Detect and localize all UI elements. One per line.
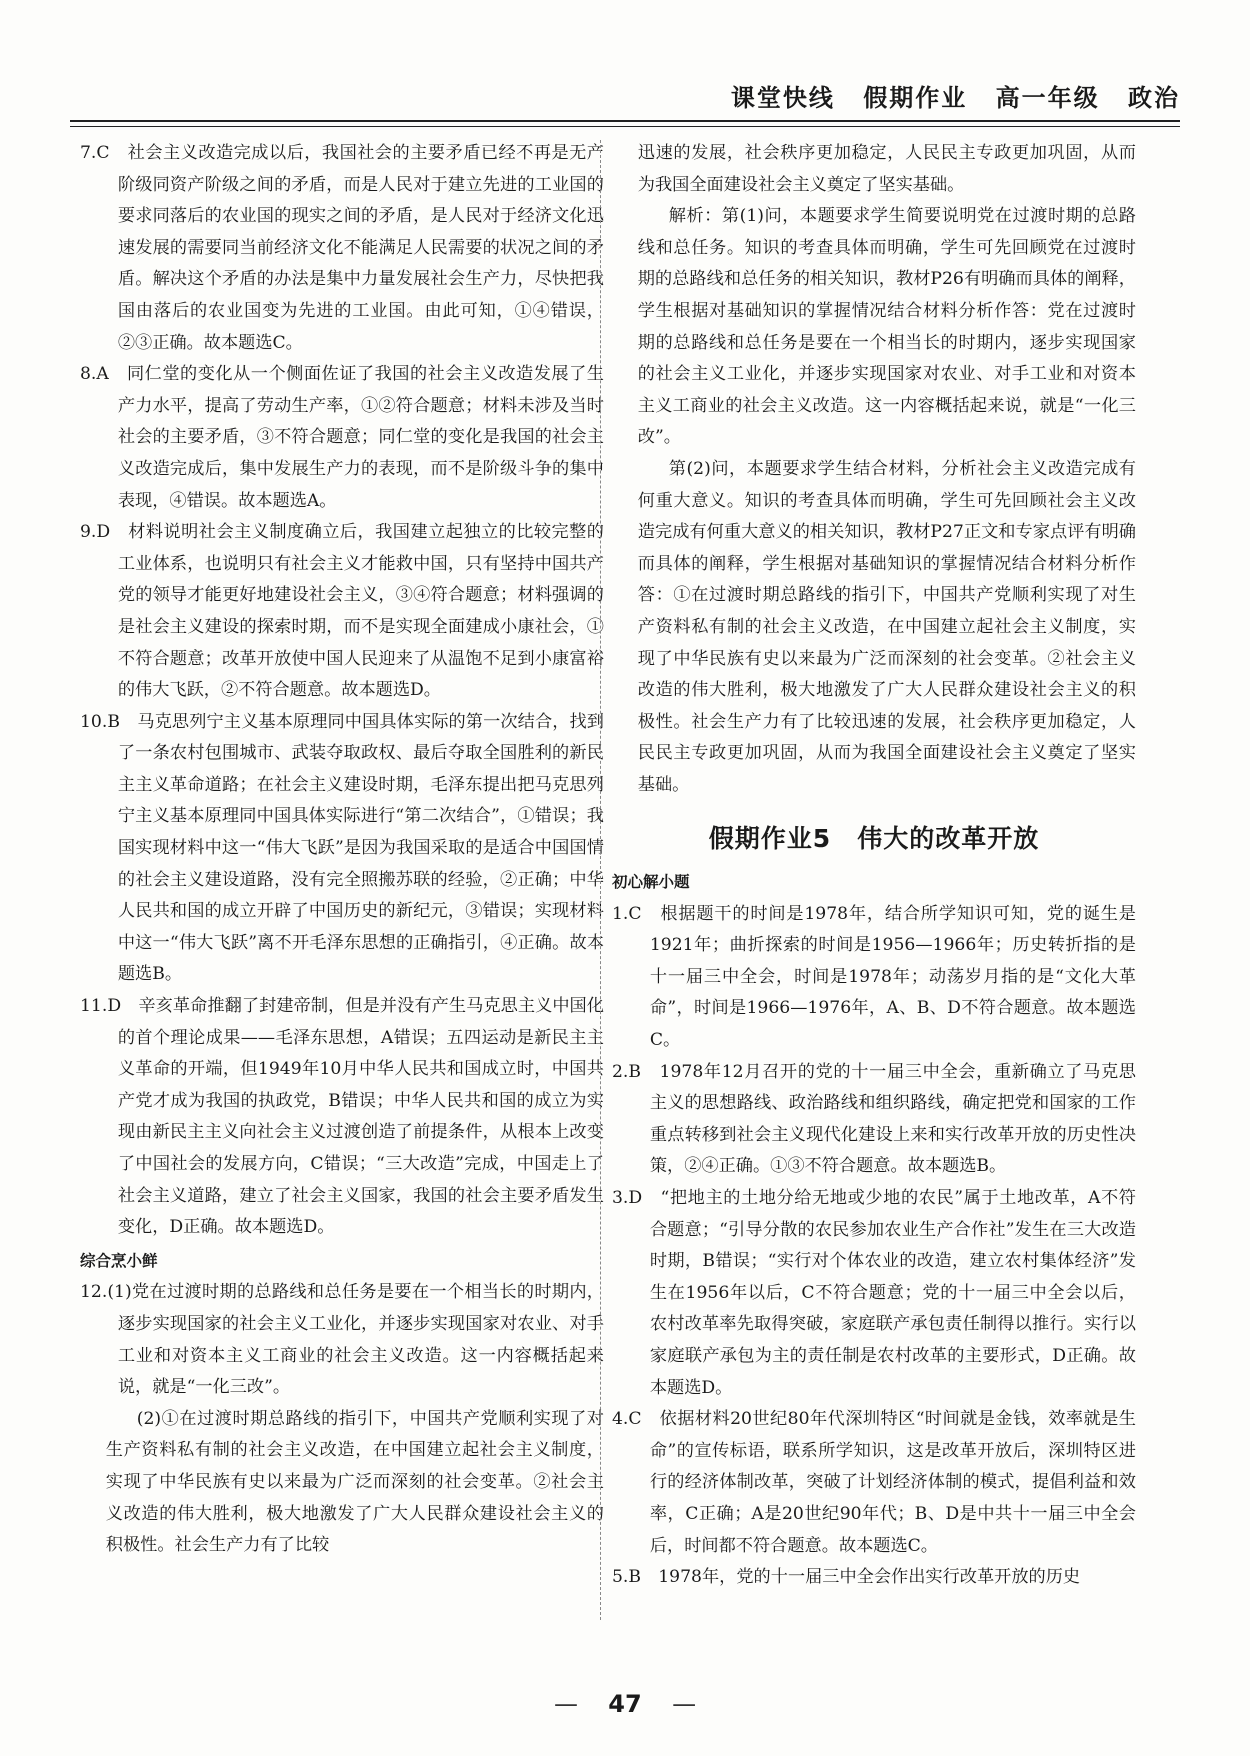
column-divider xyxy=(600,140,601,1620)
answer-2: 2.B 1978年12月召开的党的十一届三中全会，重新确立了马克思主义的思想路线、政治路线和组织路线，确定把党和国家的工作重点转移到社会主义现代化建设上来和实行改革开放的历史性决策，②④正确。①③不符合题意。故本题选B。 xyxy=(612,1061,1136,1177)
header-series: 课堂快线 xyxy=(730,84,835,112)
answer-12-continued: 迅速的发展，社会秩序更加稳定，人民民主专政更加巩固，从而为我国全面建设社会主义奠定了坚实基础。 xyxy=(637,143,1136,195)
answer-7: 7.C 社会主义改造完成以后，我国社会的主要矛盾已经不再是无产阶级同资产阶级之间的矛盾，而是人民对于建立先进的工业国的要求同落后的农业国的现实之间的矛盾，是人民对于经济文化迅速发展的需要同当前经济文化不能满足人民需要的状况之间的矛盾。解决这个矛盾的办法是集中力量发展社会生产力，尽快把我国由落后的农业国变为先进的工业国。由此可知，①④错误，②③正确。故本题选C。 xyxy=(80,143,604,353)
answer-3: 3.D “把地主的土地分给无地或少地的农民”属于土地改革，A不符合题意；“引导分散的农民参加农业生产合作社”发生在三大改造时期，B错误；“实行对个体农业的改造，建立农村集体经济”发生在1956年以后，C不符合题意；党的十一届三中全会以后，农村改革率先取得突破，家庭联产承包责任制得以推行。实行以家庭联产承包为主的责任制是农村改革的主要形式，D正确。故本题选D。 xyxy=(612,1188,1136,1398)
answer-12-part2: (2)①在过渡时期总路线的指引下，中国共产党顺利实现了对生产资料私有制的社会主义改造，在中国建立起社会主义制度，实现了中华民族有史以来最为广泛而深刻的社会变革。②社会主义改造的伟大胜利，极大地激发了广大人民群众建设社会主义的积极性。社会生产力有了比较 xyxy=(105,1408,604,1556)
page-number-footer xyxy=(0,1690,1250,1718)
header-rule-thin xyxy=(70,126,1180,127)
header-grade: 高一年级 xyxy=(995,84,1100,112)
page-number: 47 xyxy=(608,1690,642,1718)
running-header xyxy=(70,78,1180,113)
answer-9: 9.D 材料说明社会主义制度确立后，我国建立起独立的比较完整的工业体系，也说明只有社会主义才能救中国，只有坚持中国共产党的领导才能更好地建设社会主义，③④符合题意；材料强调的是社会主义建设的探索时期，而不是实现全面建成小康社会，①不符合题意；改革开放使中国人民迎来了从温饱不足到小康富裕的伟大飞跃，②不符合题意。故本题选D。 xyxy=(80,522,604,701)
header-subject: 政治 xyxy=(1128,84,1180,112)
section-title-comprehensive: 综合烹小鲜 xyxy=(80,1251,158,1270)
answer-8: 8.A 同仁堂的变化从一个侧面佐证了我国的社会主义改造发展了生产力水平，提高了劳动生产率，①②符合题意；材料未涉及当时社会的主要矛盾，③不符合题意；同仁堂的变化是我国的社会主义改造完成后，集中发展生产力的表现，而不是阶级斗争的集中表现，④错误。故本题选A。 xyxy=(80,364,604,511)
answer-11: 11.D 辛亥革命推翻了封建帝制，但是并没有产生马克思主义中国化的首个理论成果——毛泽东思想，A错误；五四运动是新民主主义革命的开端，但1949年10月中华人民共和国成立时，中国共产党才成为我国的执政党，B错误；中华人民共和国的成立为实现由新民主主义向社会主义过渡创造了前提条件，从根本上改变了中国社会的发展方向，C错误；“三大改造”完成，中国走上了社会主义道路，建立了社会主义国家，我国的社会主要矛盾发生变化，D正确。故本题选D。 xyxy=(80,996,604,1238)
analysis-part2: 第(2)问，本题要求学生结合材料，分析社会主义改造完成有何重大意义。知识的考查具体而明确，学生可先回顾社会主义改造完成有何重大意义的相关知识，教材P27正文和专家点评有明确而具体的阐释，学生根据对基础知识的掌握情况结合材料分析作答：①在过渡时期总路线的指引下，中国共产党顺利实现了对生产资料私有制的社会主义改造，在中国建立起社会主义制度，实现了中华民族有史以来最为广泛而深刻的社会变革。②社会主义改造的伟大胜利，极大地激发了广大人民群众建设社会主义的积极性。社会生产力有了比较迅速的发展，社会秩序更加稳定，人民民主专政更加巩固，从而为我国全面建设社会主义奠定了坚实基础。 xyxy=(637,458,1136,795)
footer-dash-right: — xyxy=(672,1690,697,1718)
left-column xyxy=(80,138,604,1562)
answer-5: 5.B 1978年，党的十一届三中全会作出实行改革开放的历史 xyxy=(612,1567,1081,1588)
answer-10: 10.B 马克思列宁主义基本原理同中国具体实际的第一次结合，找到了一条农村包围城市、武装夺取政权、最后夺取全国胜利的新民主主义革命道路；在社会主义建设时期，毛泽东提出把马克思列宁主义基本原理同中国具体实际进行“第二次结合”，①错误；我国实现材料中这一“伟大飞跃”是因为我国采取的是适合中国国情的社会主义建设道路，没有完全照搬苏联的经验，②正确；中华人民共和国的成立开辟了中国历史的新纪元，③错误；实现材料中这一“伟大飞跃”离不开毛泽东思想的正确指引，④正确。故本题选B。 xyxy=(80,711,604,985)
footer-dash-left: — xyxy=(553,1690,578,1718)
analysis-part1: 解析：第(1)问，本题要求学生简要说明党在过渡时期的总路线和总任务。知识的考查具体而明确，学生可先回顾党在过渡时期的总路线和总任务的相关知识，教材P26有明确而具体的阐释，学生根据对基础知识的掌握情况结合材料分析作答：党在过渡时期的总路线和总任务是要在一个相当长的时期内，逐步实现国家的社会主义工业化，并逐步实现国家对农业、对手工业和对资本主义工商业的社会主义改造。这一内容概括起来说，就是“一化三改”。 xyxy=(637,206,1136,448)
chapter-heading: 假期作业5 伟大的改革开放 xyxy=(708,824,1040,854)
answer-4: 4.C 依据材料20世纪80年代深圳特区“时间就是金钱，效率就是生命”的宣传标语，联系所学知识，这是改革开放后，深圳特区进行的经济体制改革，突破了计划经济体制的模式，提倡利益和效率，C正确；A是20世纪90年代；B、D是中共十一届三中全会后，时间都不符合题意。故本题选C。 xyxy=(612,1409,1136,1556)
section-title-basic: 初心解小题 xyxy=(612,873,690,892)
right-column xyxy=(612,138,1136,1594)
header-rule-thick xyxy=(70,120,1180,122)
answer-1: 1.C 根据题干的时间是1978年，结合所学知识可知，党的诞生是1921年；曲折探索的时间是1956—1966年；历史转折指的是十一届三中全会，时间是1978年；动荡岁月指的是“文化大革命”，时间是1966—1976年，A、B、D不符合题意。故本题选C。 xyxy=(612,903,1136,1051)
answer-12-part1: 12.(1)党在过渡时期的总路线和总任务是要在一个相当长的时期内，逐步实现国家的社会主义工业化，并逐步实现国家对农业、对手工业和对资本主义工商业的社会主义改造。这一内容概括起来说，就是“一化三改”。 xyxy=(80,1282,604,1398)
header-book: 假期作业 xyxy=(863,84,968,112)
